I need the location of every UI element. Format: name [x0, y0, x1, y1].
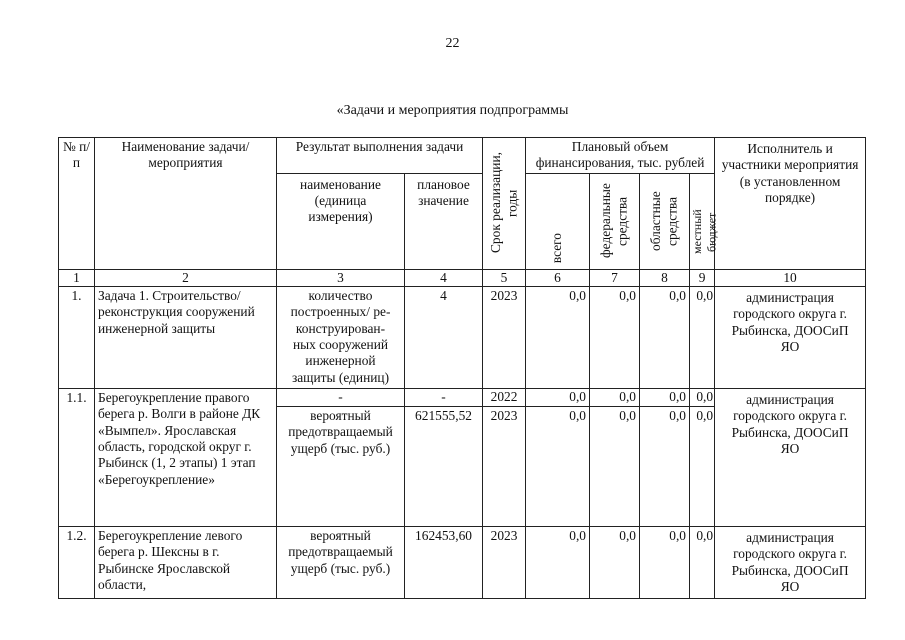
header-result: Результат выполнения задачи — [277, 138, 483, 174]
row-fin-federal: 0,0 — [590, 287, 640, 389]
row-fin-federal: 0,0 — [590, 527, 640, 599]
row-name: Берегоукрепление правого берега р. Волги в районе ДК «Вымпел». Ярославская область, городской округ г. Рыбинск (1, 2 этапы) 1 этап «Берегоукрепление» — [95, 389, 277, 527]
header-fin-regional-text: областные средства — [647, 190, 679, 251]
row-fin-local-sub: 0,0 — [690, 389, 714, 407]
row-fin-regional: 0,0 — [640, 287, 690, 389]
row-term: 2023 — [483, 527, 526, 599]
header-fin-local-text: местный бюджет — [690, 209, 719, 255]
row-result-name: количество построенных/ ре- конструирован- ных сооружений инженерной защиты (единиц) — [277, 287, 405, 389]
table-row — [59, 287, 866, 389]
row-num: 1.2. — [59, 527, 95, 599]
row-result-value-sub: 621555,52 — [415, 408, 472, 424]
row-fin-total: 0,0 — [526, 527, 590, 599]
header-term-text: Срок реализации, годы — [488, 152, 520, 254]
row-executor: администрация городского округа г. Рыбинска, ДООСиП ЯО — [715, 527, 866, 599]
row-num: 1. — [59, 287, 95, 389]
header-fin-regional — [640, 173, 690, 269]
row-fin-total-sub: 0,0 — [526, 389, 589, 407]
row-fin-regional — [640, 389, 690, 527]
row-fin-federal-sub: 0,0 — [590, 389, 639, 407]
row-fin-total — [526, 389, 590, 527]
row-term — [483, 389, 526, 527]
column-number: 7 — [590, 269, 640, 286]
header-result-value: плановое значение — [405, 173, 483, 269]
row-fin-regional-sub: 0,0 — [669, 408, 687, 424]
header-num: № п/п — [59, 138, 95, 270]
header-name — [95, 138, 277, 270]
row-result-value: 4 — [405, 287, 483, 389]
column-number: 1 — [59, 269, 95, 286]
table-row — [59, 389, 866, 527]
row-name: Задача 1. Строительство/ реконструкция сооружений инженерной защиты — [95, 287, 277, 389]
row-fin-regional-sub: 0,0 — [640, 389, 689, 407]
header-fin-local — [690, 173, 719, 269]
row-fin-regional: 0,0 — [640, 527, 690, 599]
row-result-name-sub: - — [277, 389, 404, 407]
table-row — [59, 527, 866, 599]
header-executor: Исполнитель и участники мероприятия (в установленном порядке) — [715, 138, 866, 270]
header-row-1 — [59, 138, 866, 174]
document-title: «Задачи и мероприятия подпрограммы — [336, 103, 569, 118]
column-number: 6 — [526, 269, 590, 286]
row-name: Берегоукрепление левого берега р. Шексны в г. Рыбинске Ярославской области, — [95, 527, 277, 599]
row-term-sub: 2022 — [483, 389, 525, 407]
header-result-name: наименование (единица измерения) — [277, 173, 405, 269]
row-executor: администрация городского округа г. Рыбинска, ДООСиП ЯО — [715, 389, 866, 527]
row-fin-local: 0,0 — [690, 287, 715, 389]
row-fin-local-sub: 0,0 — [696, 408, 714, 424]
column-number: 10 — [715, 269, 866, 286]
row-num: 1.1. — [59, 389, 95, 527]
header-term — [483, 138, 526, 270]
row-fin-local — [690, 389, 715, 527]
header-fin-total — [526, 173, 590, 269]
row-result-name — [277, 389, 405, 527]
header-fin-federal — [590, 173, 640, 269]
row-fin-total: 0,0 — [526, 287, 590, 389]
column-number: 4 — [405, 269, 483, 286]
row-fin-local: 0,0 — [690, 527, 715, 599]
header-financing: Плановый объем финансирования, тыс. рублей — [526, 138, 715, 174]
row-fin-total-sub: 0,0 — [569, 408, 587, 424]
page-number: 22 — [445, 36, 460, 51]
row-term: 2023 — [483, 287, 526, 389]
row-executor: администрация городского округа г. Рыбинска, ДООСиП ЯО — [715, 287, 866, 389]
row-result-name: вероятный предотвращаемый ущерб (тыс. руб.) — [277, 527, 405, 599]
row-fin-federal-sub: 0,0 — [619, 408, 637, 424]
column-number: 5 — [483, 269, 526, 286]
row-result-value — [405, 389, 483, 527]
header-name-text: Наименование задачи/мероприятия — [121, 139, 250, 171]
row-term-sub: 2023 — [490, 408, 518, 424]
header-fin-total-text: всего — [549, 232, 565, 263]
column-number: 8 — [640, 269, 690, 286]
column-number: 3 — [277, 269, 405, 286]
row-result-name-sub: вероятный предотвращаемый ущерб (тыс. руб.) — [288, 408, 393, 456]
header-fin-federal-text: федеральные средства — [597, 183, 629, 259]
row-result-value-sub: - — [405, 389, 482, 407]
column-number: 2 — [95, 269, 277, 286]
row-fin-federal — [590, 389, 640, 527]
column-numbers-row — [59, 269, 866, 286]
row-result-value: 162453,60 — [405, 527, 483, 599]
column-number: 9 — [690, 269, 715, 286]
tasks-table — [58, 137, 866, 599]
